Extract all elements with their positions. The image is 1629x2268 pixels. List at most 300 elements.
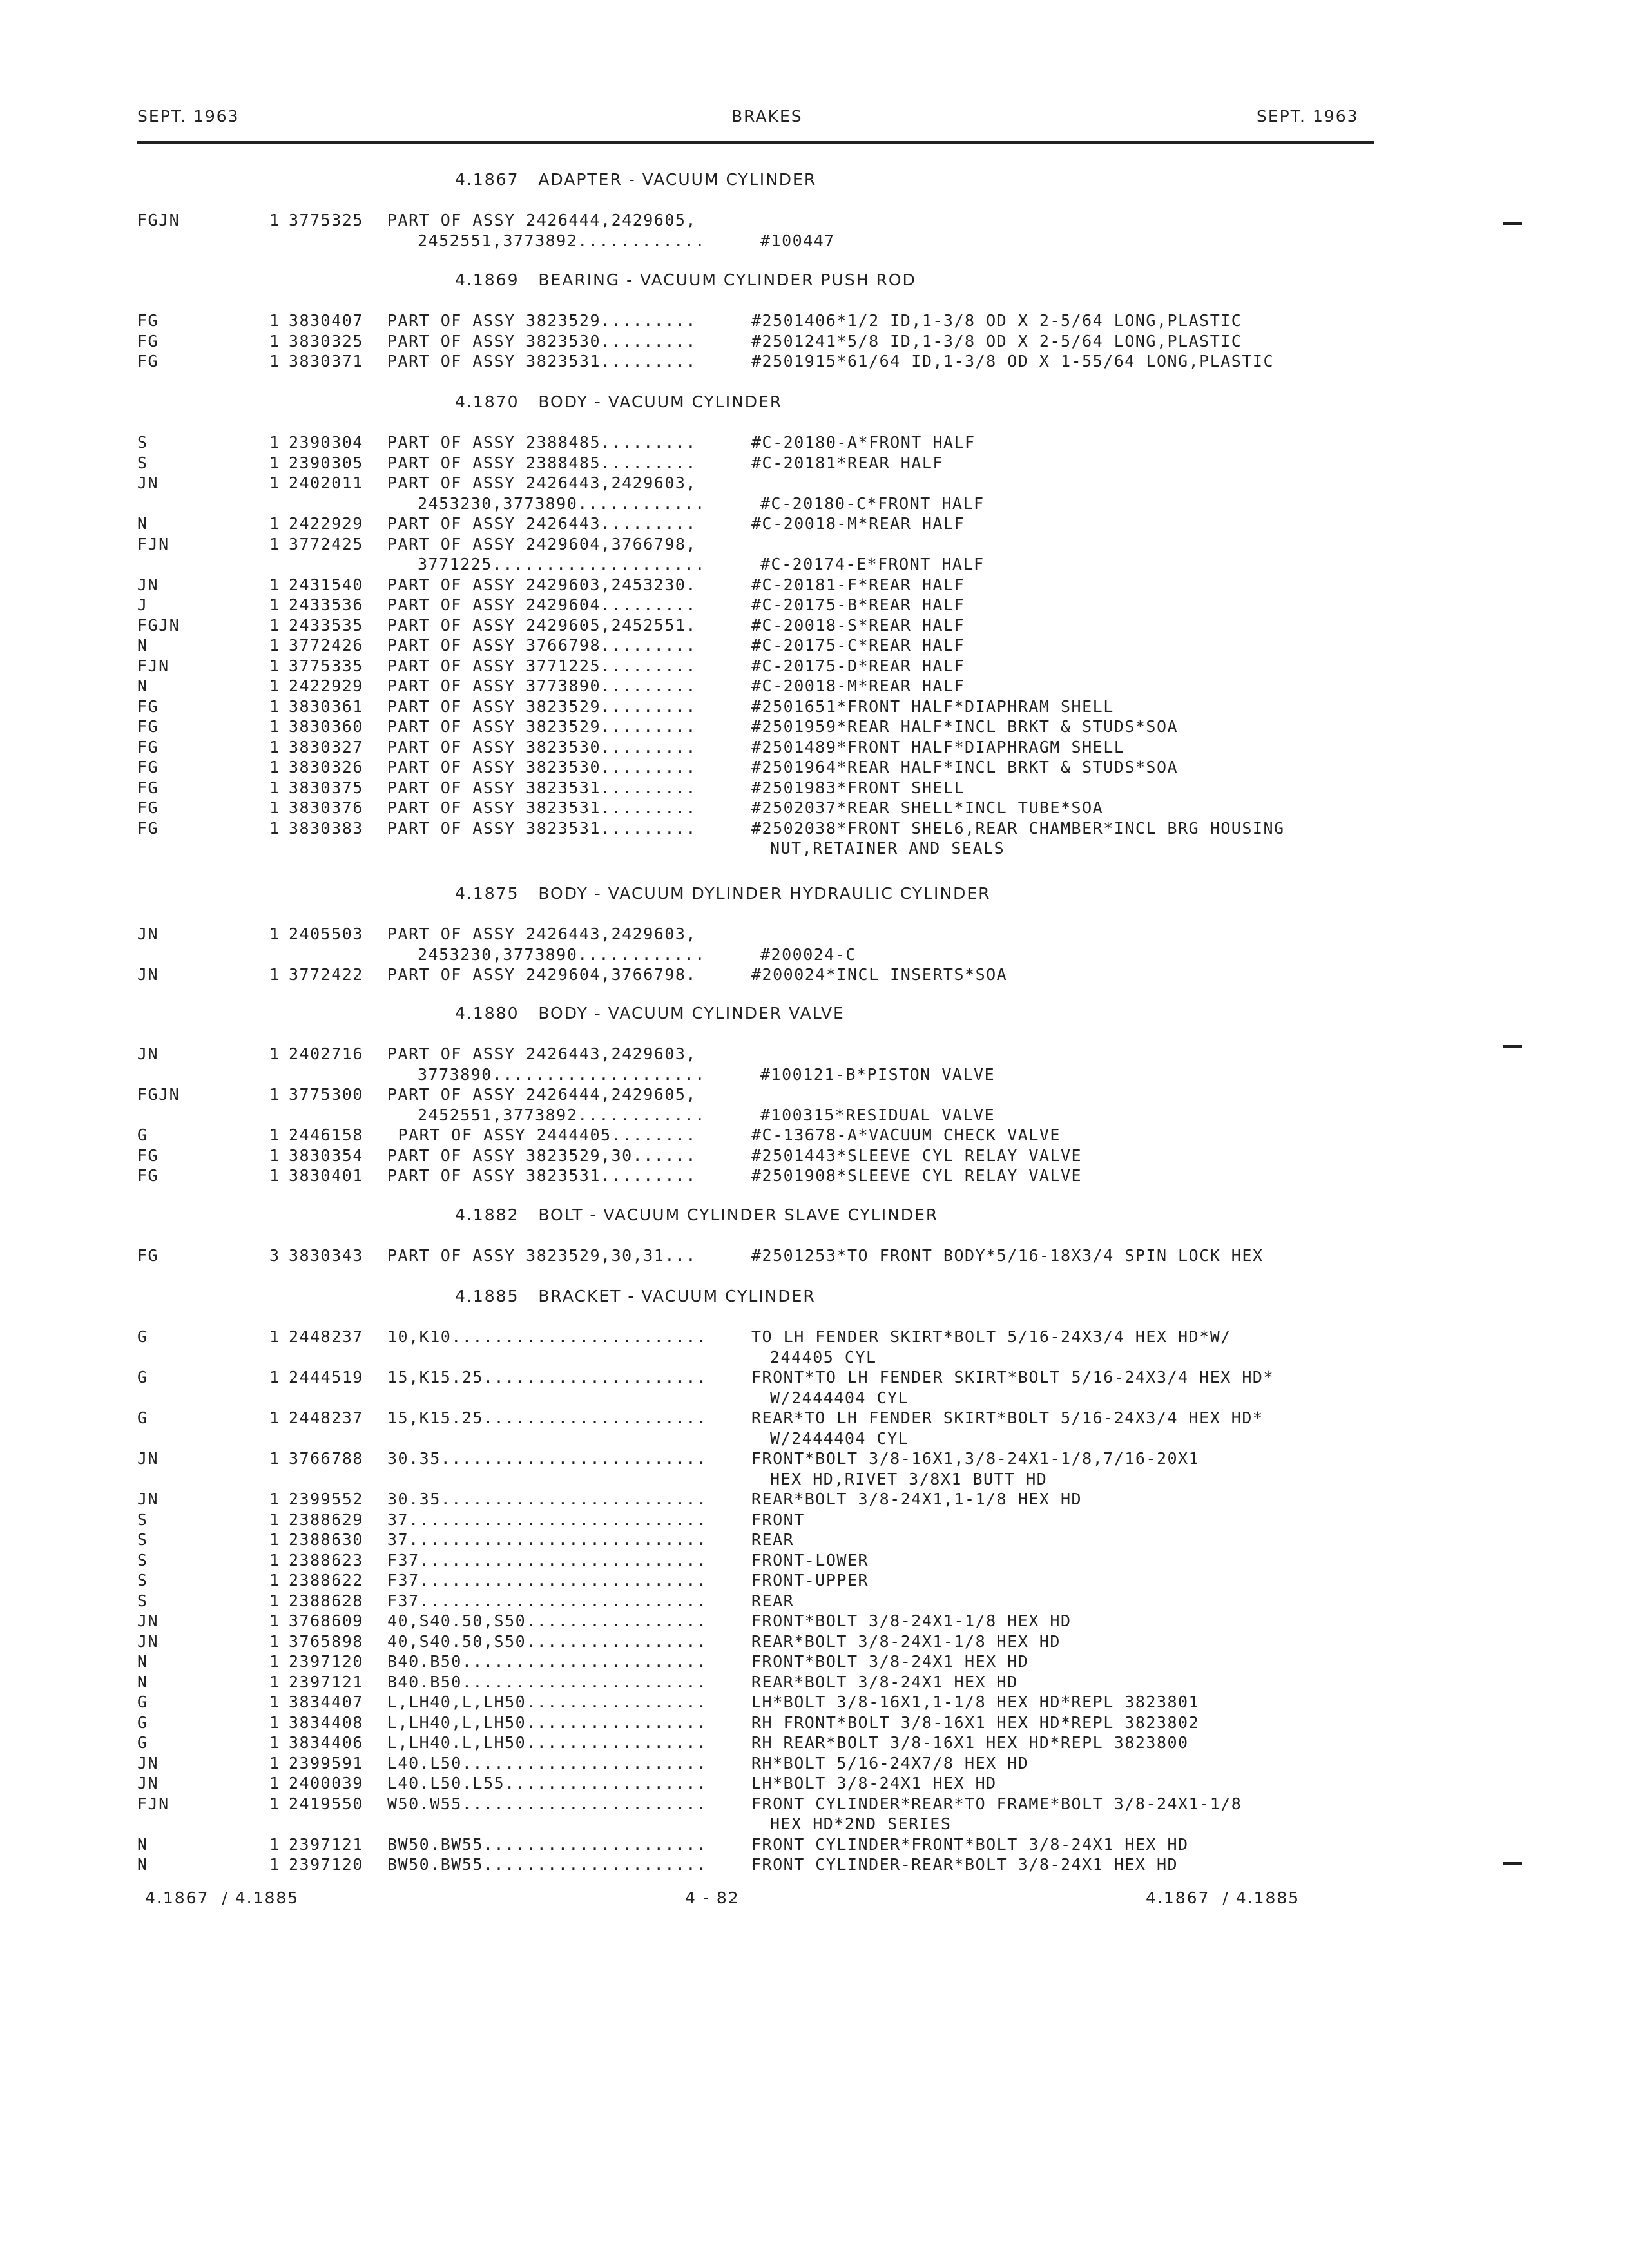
part-number: 2388630: [289, 1530, 363, 1549]
table-row: [0, 1084, 1629, 1105]
part-number: 2399552: [289, 1490, 363, 1508]
quantity: 1: [269, 1408, 280, 1427]
part-number: 2388622: [289, 1571, 363, 1590]
table-row: [0, 1125, 1629, 1146]
table-row: [0, 311, 1629, 331]
description-continuation: HEX HD*2ND SERIES: [770, 1814, 952, 1833]
part-number: 3830383: [289, 818, 363, 838]
usage: 30.35.........................: [387, 1449, 708, 1468]
model-code: S: [137, 433, 148, 452]
part-number: 3834407: [289, 1693, 363, 1711]
section-title: 4.1885 BRACKET - VACUUM CYLINDER: [455, 1287, 816, 1305]
quantity: 1: [269, 352, 280, 370]
table-row: [0, 676, 1629, 697]
usage: PART OF ASSY 3766798.........: [387, 636, 697, 655]
table-row: [0, 1834, 1629, 1855]
description: FRONT CYLINDER-REAR*BOLT 3/8-24X1 HEX HD: [751, 1855, 1179, 1874]
table-row: [0, 1753, 1629, 1774]
section-title: 4.1869 BEARING - VACUUM CYLINDER PUSH ROD: [455, 271, 916, 289]
usage: 37............................: [387, 1530, 708, 1549]
description-continuation: 244405 CYL: [770, 1347, 877, 1367]
part-number: 2402011: [289, 474, 363, 492]
usage: PART OF ASSY 2429603,2453230.: [387, 575, 697, 594]
part-number: 2388623: [289, 1550, 363, 1570]
table-row: [0, 351, 1629, 372]
description: #2501241*5/8 ID,1-3/8 OD X 2-5/64 LONG,PLASTIC: [751, 331, 1242, 351]
part-number: 2390305: [289, 453, 363, 472]
header-left: SEPT. 1963: [137, 107, 240, 126]
quantity: 1: [269, 1834, 280, 1854]
description: FRONT-LOWER: [751, 1550, 869, 1570]
usage: PART OF ASSY 3823530.........: [387, 758, 697, 776]
footer-left: 4.1867 / 4.1885: [145, 1888, 300, 1907]
margin-mark: [1503, 1045, 1522, 1048]
description: #2501908*SLEEVE CYL RELAY VALVE: [751, 1166, 1083, 1185]
description: FRONT CYLINDER*FRONT*BOLT 3/8-24X1 HEX HD: [751, 1834, 1189, 1854]
quantity: 1: [269, 211, 280, 229]
usage: L,LH40,L,LH50.................: [387, 1693, 708, 1711]
model-code: N: [137, 636, 148, 655]
table-row: [0, 924, 1629, 945]
model-code: G: [137, 1693, 148, 1711]
description: #C-20181-F*REAR HALF: [751, 575, 965, 594]
part-number: 3775300: [289, 1085, 363, 1104]
model-code: FJN: [137, 1794, 169, 1813]
quantity: 1: [269, 514, 280, 533]
part-number: 3772425: [289, 534, 363, 553]
table-row: [0, 757, 1629, 778]
description-continuation: #C-20180-C*FRONT HALF: [760, 494, 985, 513]
table-row: [0, 210, 1629, 231]
header-right: SEPT. 1963: [1257, 107, 1359, 126]
part-number: 3768609: [289, 1611, 363, 1630]
usage: PART OF ASSY 3823529.........: [387, 697, 697, 716]
table-row: [0, 1570, 1629, 1591]
usage: 15,K15.25.....................: [387, 1368, 708, 1387]
quantity: 1: [269, 1550, 280, 1570]
quantity: 1: [269, 1672, 280, 1691]
header-rule: [137, 141, 1374, 144]
description: #2502038*FRONT SHEL6,REAR CHAMBER*INCL BRG HOUSING: [751, 818, 1285, 838]
usage: F37...........................: [387, 1550, 708, 1570]
description: REAR: [751, 1530, 795, 1549]
part-number: 2399591: [289, 1753, 363, 1773]
description: REAR*BOLT 3/8-24X1 HEX HD: [751, 1672, 1018, 1691]
description: #2501959*REAR HALF*INCL BRKT & STUDS*SOA: [751, 717, 1179, 736]
usage: BW50.BW55.....................: [387, 1834, 708, 1854]
part-number: 2431540: [289, 575, 363, 594]
usage: 40,S40.50,S50.................: [387, 1631, 708, 1651]
quantity: 1: [269, 717, 280, 736]
table-row: [0, 1044, 1629, 1064]
part-number: 2448237: [289, 1408, 363, 1427]
quantity: 1: [269, 1591, 280, 1610]
description-continuation: #100315*RESIDUAL VALVE: [760, 1105, 996, 1124]
part-number: 3830326: [289, 758, 363, 776]
usage: 30.35.........................: [387, 1490, 708, 1508]
description: #C-20018-M*REAR HALF: [751, 514, 965, 533]
part-number: 2397120: [289, 1652, 363, 1671]
description-continuation: W/2444404 CYL: [770, 1428, 909, 1448]
model-code: JN: [137, 1490, 159, 1508]
part-number: 3772422: [289, 965, 363, 984]
model-code: FG: [137, 1166, 159, 1185]
part-number: 2405503: [289, 925, 363, 943]
part-number: 2433536: [289, 595, 363, 614]
model-code: FG: [137, 778, 159, 797]
table-row: [0, 635, 1629, 656]
quantity: 1: [269, 1166, 280, 1185]
section-title: 4.1880 BODY - VACUUM CYLINDER VALVE: [455, 1004, 845, 1023]
description: FRONT: [751, 1510, 805, 1529]
table-row: [0, 1245, 1629, 1266]
model-code: FG: [137, 798, 159, 817]
table-row: [0, 716, 1629, 737]
table-row-continuation: [0, 1105, 1629, 1126]
usage: PART OF ASSY 2388485.........: [387, 453, 697, 472]
quantity: 1: [269, 1631, 280, 1651]
quantity: 1: [269, 453, 280, 472]
description: #2502037*REAR SHELL*INCL TUBE*SOA: [751, 798, 1104, 817]
description: #C-13678-A*VACUUM CHECK VALVE: [751, 1126, 1061, 1144]
usage: PART OF ASSY 3823531.........: [387, 778, 697, 797]
description: #C-20181*REAR HALF: [751, 453, 943, 472]
usage: PART OF ASSY 3823531.........: [387, 818, 697, 838]
section-title: 4.1882 BOLT - VACUUM CYLINDER SLAVE CYLINDER: [455, 1206, 939, 1224]
usage: PART OF ASSY 3823530.........: [387, 331, 697, 351]
quantity: 1: [269, 1733, 280, 1752]
part-number: 3830343: [289, 1246, 363, 1265]
model-code: FG: [137, 818, 159, 838]
table-row: [0, 1692, 1629, 1713]
part-number: 2433535: [289, 615, 363, 635]
description: LH*BOLT 3/8-16X1,1-1/8 HEX HD*REPL 3823801: [751, 1693, 1200, 1711]
model-code: J: [137, 595, 148, 614]
model-code: FGJN: [137, 1085, 180, 1104]
part-number: 2388629: [289, 1510, 363, 1529]
quantity: 1: [269, 778, 280, 797]
description: LH*BOLT 3/8-24X1 HEX HD: [751, 1774, 997, 1792]
usage: PART OF ASSY 3823530.........: [387, 737, 697, 756]
table-row-continuation: [0, 1428, 1629, 1449]
table-row-continuation: [0, 494, 1629, 514]
table-row: [0, 534, 1629, 555]
usage-continuation: 2452551,3773892............: [418, 1105, 706, 1124]
description: FRONT*BOLT 3/8-24X1-1/8 HEX HD: [751, 1611, 1072, 1630]
table-row-continuation: [0, 1064, 1629, 1085]
description-continuation: #C-20174-E*FRONT HALF: [760, 555, 985, 573]
part-number: 2400039: [289, 1774, 363, 1792]
description: RH REAR*BOLT 3/8-16X1 HEX HD*REPL 3823800: [751, 1733, 1189, 1752]
part-number: 2422929: [289, 514, 363, 533]
description-continuation: #100121-B*PISTON VALVE: [760, 1064, 996, 1084]
part-number: 3830360: [289, 717, 363, 736]
quantity: 1: [269, 697, 280, 716]
usage: F37...........................: [387, 1591, 708, 1610]
usage: 15,K15.25.....................: [387, 1408, 708, 1427]
part-number: 2448237: [289, 1327, 363, 1346]
part-number: 2422929: [289, 677, 363, 695]
part-number: 2402716: [289, 1044, 363, 1063]
part-number: 3775335: [289, 656, 363, 675]
quantity: 3: [269, 1246, 280, 1265]
quantity: 1: [269, 1490, 280, 1508]
description-continuation: NUT,RETAINER AND SEALS: [770, 839, 1005, 858]
description: #C-20175-D*REAR HALF: [751, 656, 965, 675]
quantity: 1: [269, 1611, 280, 1630]
usage: PART OF ASSY 2429604,3766798,: [387, 534, 697, 553]
usage: 10,K10........................: [387, 1327, 708, 1346]
part-number: 2419550: [289, 1794, 363, 1813]
quantity: 1: [269, 331, 280, 351]
table-row: [0, 798, 1629, 818]
quantity: 1: [269, 433, 280, 452]
table-row: [0, 615, 1629, 636]
model-code: FJN: [137, 534, 169, 553]
model-code: S: [137, 1550, 148, 1570]
quantity: 1: [269, 1652, 280, 1671]
table-row: [0, 1733, 1629, 1753]
description: #C-20018-M*REAR HALF: [751, 677, 965, 695]
model-code: G: [137, 1368, 148, 1387]
usage-continuation: 3773890....................: [418, 1064, 706, 1084]
quantity: 1: [269, 311, 280, 330]
model-code: N: [137, 1672, 148, 1691]
table-row: [0, 473, 1629, 494]
usage: L,LH40.L,LH50.................: [387, 1733, 708, 1752]
section-title: 4.1870 BODY - VACUUM CYLINDER: [455, 392, 783, 411]
table-row: [0, 1672, 1629, 1693]
table-row: [0, 1448, 1629, 1469]
table-row-continuation: [0, 945, 1629, 965]
quantity: 1: [269, 1044, 280, 1063]
table-row: [0, 331, 1629, 352]
description-continuation: #200024-C: [760, 945, 856, 964]
model-code: JN: [137, 1753, 159, 1773]
model-code: N: [137, 677, 148, 695]
description: RH*BOLT 5/16-24X7/8 HEX HD: [751, 1753, 1029, 1773]
usage: W50.W55.......................: [387, 1794, 708, 1813]
usage: PART OF ASSY 2426443,2429603,: [387, 925, 697, 943]
description: #C-20175-C*REAR HALF: [751, 636, 965, 655]
model-code: N: [137, 1652, 148, 1671]
description: #2501964*REAR HALF*INCL BRKT & STUDS*SOA: [751, 758, 1179, 776]
part-number: 2444519: [289, 1368, 363, 1387]
part-number: 3775325: [289, 211, 363, 229]
usage: PART OF ASSY 2426443,2429603,: [387, 1044, 697, 1063]
part-number: 3772426: [289, 636, 363, 655]
table-row: [0, 1773, 1629, 1794]
table-row-continuation: [0, 554, 1629, 575]
table-row: [0, 737, 1629, 758]
usage: B40.B50.......................: [387, 1672, 708, 1691]
table-row: [0, 1408, 1629, 1428]
quantity: 1: [269, 737, 280, 756]
quantity: 1: [269, 798, 280, 817]
table-row-continuation: [0, 1347, 1629, 1368]
usage: PART OF ASSY 2426443,2429603,: [387, 474, 697, 492]
table-row-continuation: [0, 1814, 1629, 1834]
margin-mark: [1503, 1862, 1522, 1865]
description: #C-20175-B*REAR HALF: [751, 595, 965, 614]
quantity: 1: [269, 615, 280, 635]
footer-right: 4.1867 / 4.1885: [1146, 1888, 1300, 1907]
model-code: FJN: [137, 656, 169, 675]
description-continuation: W/2444404 CYL: [770, 1388, 909, 1407]
quantity: 1: [269, 1449, 280, 1468]
table-row: [0, 575, 1629, 595]
section-title: 4.1875 BODY - VACUUM DYLINDER HYDRAULIC CYLINDER: [455, 884, 991, 903]
part-number: 3766788: [289, 1449, 363, 1468]
usage: F37...........................: [387, 1571, 708, 1590]
usage: PART OF ASSY 3823529.........: [387, 717, 697, 736]
usage: PART OF ASSY 2388485.........: [387, 433, 697, 452]
description: #2501489*FRONT HALF*DIAPHRAGM SHELL: [751, 737, 1125, 756]
table-row: [0, 1510, 1629, 1530]
description-continuation: HEX HD,RIVET 3/8X1 BUTT HD: [770, 1469, 1048, 1488]
quantity: 1: [269, 677, 280, 695]
part-number: 2446158: [289, 1126, 363, 1144]
quantity: 1: [269, 1085, 280, 1104]
part-number: 2390304: [289, 433, 363, 452]
part-number: 3834406: [289, 1733, 363, 1752]
quantity: 1: [269, 474, 280, 492]
usage-continuation: 3771225....................: [418, 555, 706, 573]
usage: PART OF ASSY 3823531.........: [387, 352, 697, 370]
model-code: N: [137, 514, 148, 533]
usage-continuation: 2453230,3773890............: [418, 945, 706, 964]
model-code: FGJN: [137, 211, 180, 229]
table-row: [0, 818, 1629, 839]
quantity: 1: [269, 818, 280, 838]
usage: PART OF ASSY 3823531.........: [387, 1166, 697, 1185]
description: #2501983*FRONT SHELL: [751, 778, 965, 797]
description: #2501651*FRONT HALF*DIAPHRAM SHELL: [751, 697, 1114, 716]
part-number: 3830354: [289, 1146, 363, 1165]
quantity: 1: [269, 656, 280, 675]
model-code: FG: [137, 758, 159, 776]
usage-continuation: 2452551,3773892............: [418, 231, 706, 250]
part-number: 3830407: [289, 311, 363, 330]
description: RH FRONT*BOLT 3/8-16X1 HEX HD*REPL 3823802: [751, 1713, 1200, 1732]
model-code: FG: [137, 352, 159, 370]
model-code: JN: [137, 1774, 159, 1792]
table-row: [0, 1631, 1629, 1652]
table-row-continuation: [0, 838, 1629, 859]
model-code: FG: [137, 697, 159, 716]
quantity: 1: [269, 1774, 280, 1792]
table-row: [0, 1794, 1629, 1814]
quantity: 1: [269, 1855, 280, 1874]
model-code: JN: [137, 965, 159, 984]
table-row: [0, 1530, 1629, 1550]
model-code: JN: [137, 1044, 159, 1063]
description: #200024*INCL INSERTS*SOA: [751, 965, 1008, 984]
model-code: JN: [137, 925, 159, 943]
model-code: JN: [137, 1611, 159, 1630]
usage: 37............................: [387, 1510, 708, 1529]
model-code: S: [137, 453, 148, 472]
model-code: G: [137, 1733, 148, 1752]
part-number: 2388628: [289, 1591, 363, 1610]
quantity: 1: [269, 1693, 280, 1711]
part-number: 2397120: [289, 1855, 363, 1874]
quantity: 1: [269, 1510, 280, 1529]
part-number: 3830327: [289, 737, 363, 756]
section-title: 4.1867 ADAPTER - VACUUM CYLINDER: [455, 170, 817, 189]
quantity: 1: [269, 1713, 280, 1732]
description: REAR*BOLT 3/8-24X1,1-1/8 HEX HD: [751, 1490, 1083, 1508]
part-number: 3830401: [289, 1166, 363, 1185]
table-row: [0, 1550, 1629, 1571]
model-code: S: [137, 1510, 148, 1529]
table-row: [0, 965, 1629, 985]
usage: PART OF ASSY 2426444,2429605,: [387, 211, 697, 229]
usage: B40.B50.......................: [387, 1652, 708, 1671]
table-row: [0, 656, 1629, 677]
usage: PART OF ASSY 3773890.........: [387, 677, 697, 695]
table-row: [0, 595, 1629, 615]
usage: PART OF ASSY 2429604,3766798.: [387, 965, 697, 984]
model-code: G: [137, 1126, 148, 1144]
table-row: [0, 1166, 1629, 1186]
quantity: 1: [269, 758, 280, 776]
description: #2501443*SLEEVE CYL RELAY VALVE: [751, 1146, 1083, 1165]
quantity: 1: [269, 1753, 280, 1773]
header-center: BRAKES: [731, 107, 803, 126]
part-number: 3834408: [289, 1713, 363, 1732]
usage: PART OF ASSY 3823529,30......: [387, 1146, 697, 1165]
usage: PART OF ASSY 3823529,30,31...: [387, 1246, 697, 1265]
table-row: [0, 1367, 1629, 1388]
model-code: JN: [137, 1449, 159, 1468]
model-code: N: [137, 1855, 148, 1874]
part-number: 3830361: [289, 697, 363, 716]
model-code: S: [137, 1591, 148, 1610]
part-number: 3830376: [289, 798, 363, 817]
description: #2501253*TO FRONT BODY*5/16-18X3/4 SPIN LOCK HEX: [751, 1246, 1264, 1265]
description: #C-20018-S*REAR HALF: [751, 615, 965, 635]
description: REAR: [751, 1591, 795, 1610]
table-row: [0, 432, 1629, 453]
model-code: S: [137, 1530, 148, 1549]
quantity: 1: [269, 1794, 280, 1813]
usage: PART OF ASSY 2426443.........: [387, 514, 697, 533]
model-code: JN: [137, 575, 159, 594]
table-row: [0, 1611, 1629, 1631]
table-row: [0, 1591, 1629, 1611]
description: #2501915*61/64 ID,1-3/8 OD X 1-55/64 LONG,PLASTIC: [751, 352, 1275, 370]
usage: PART OF ASSY 3823531.........: [387, 798, 697, 817]
usage: PART OF ASSY 3771225.........: [387, 656, 697, 675]
quantity: 1: [269, 1126, 280, 1144]
description: REAR*TO LH FENDER SKIRT*BOLT 5/16-24X3/4 HEX HD*: [751, 1408, 1264, 1427]
quantity: 1: [269, 534, 280, 553]
table-row-continuation: [0, 1388, 1629, 1408]
description: #2501406*1/2 ID,1-3/8 OD X 2-5/64 LONG,PLASTIC: [751, 311, 1242, 330]
part-number: 3830375: [289, 778, 363, 797]
usage: BW50.BW55.....................: [387, 1855, 708, 1874]
table-row: [0, 1854, 1629, 1875]
usage: PART OF ASSY 2429604.........: [387, 595, 697, 614]
model-code: N: [137, 1834, 148, 1854]
description: FRONT-UPPER: [751, 1571, 869, 1590]
quantity: 1: [269, 575, 280, 594]
model-code: FG: [137, 1146, 159, 1165]
usage: L40.L50.......................: [387, 1753, 708, 1773]
part-number: 3830325: [289, 331, 363, 351]
part-number: 2397121: [289, 1672, 363, 1691]
